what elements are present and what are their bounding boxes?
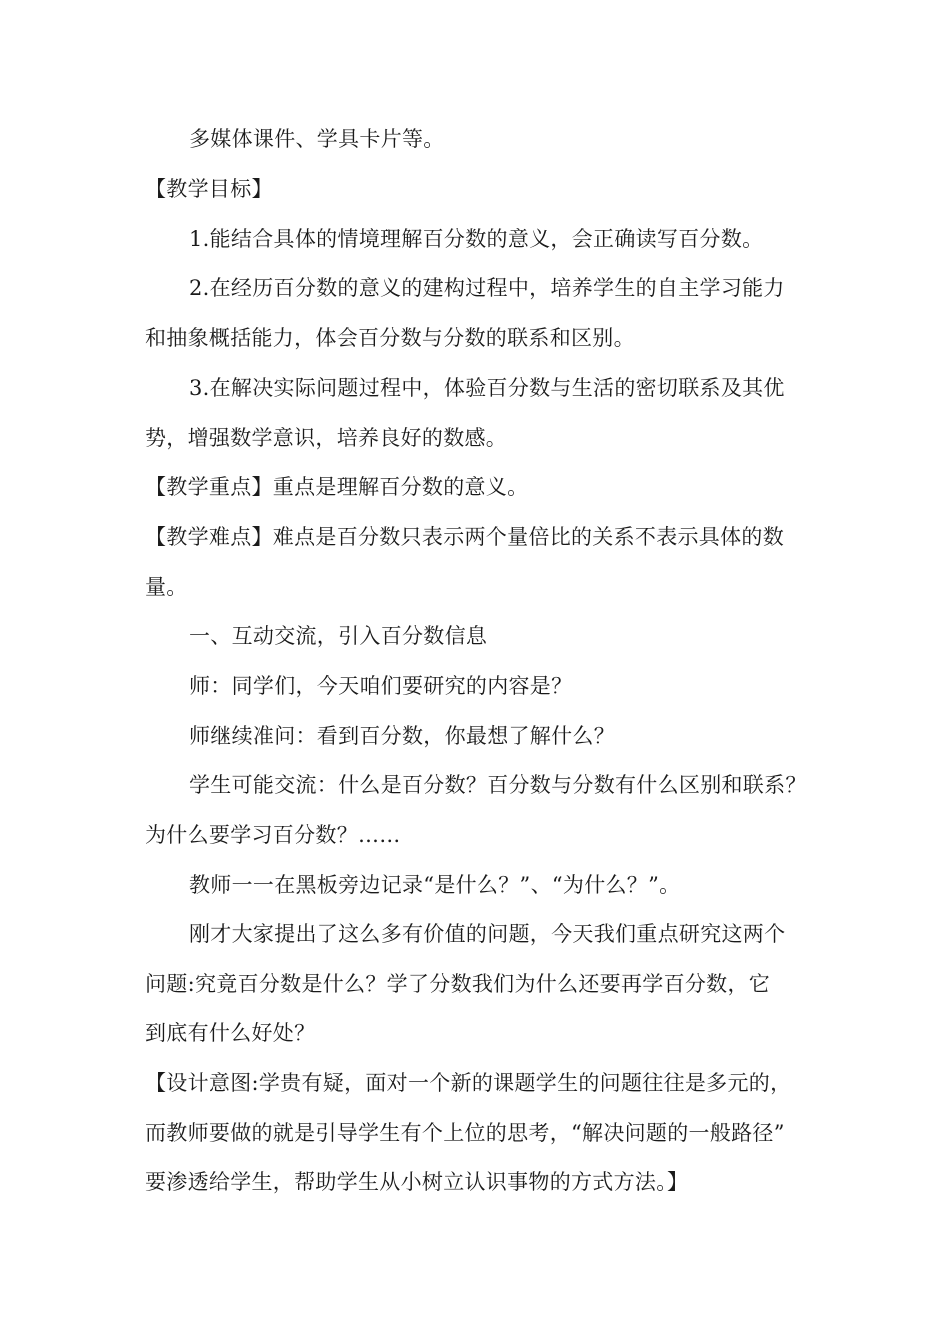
- section-heading-objectives: [145, 165, 815, 215]
- key-questions: [145, 910, 815, 1059]
- objective-1: [145, 215, 815, 265]
- text-line: 【教学重点】重点是理解百分数的意义。: [145, 475, 529, 499]
- design-intent: [145, 1059, 815, 1208]
- text-line: 要渗透给学生，帮助学生从小树立认识事物的方式方法。】: [145, 1170, 689, 1195]
- text-line: 问题:究竟百分数是什么？学了分数我们为什么还要再学百分数，它: [145, 971, 771, 996]
- text-line: 刚才大家提出了这么多有价值的问题，今天我们重点研究这两个: [189, 922, 786, 946]
- teacher-follow-up: [145, 712, 815, 762]
- text-line: 1.能结合具体的情境理解百分数的意义，会正确读写百分数。: [189, 227, 764, 251]
- text-line: 学生可能交流：什么是百分数？百分数与分数有什么区别和联系？: [189, 773, 807, 797]
- text-line: 量。: [145, 574, 188, 599]
- text-line: 师继续准问：看到百分数，你最想了解什么？: [189, 724, 615, 748]
- teacher-question: [145, 662, 815, 712]
- teacher-record: [145, 861, 815, 911]
- text-line: 2.在经历百分数的意义的建构过程中，培养学生的自主学习能力: [189, 276, 785, 300]
- text-line: 为什么要学习百分数？……: [145, 822, 401, 847]
- text-line: 势，增强数学意识，培养良好的数感。: [145, 425, 508, 450]
- text-line: 【教学目标】: [145, 177, 273, 201]
- materials-line: [145, 115, 815, 165]
- objective-2: [145, 264, 815, 363]
- text-line: 【设计意图:学贵有疑，面对一个新的课题学生的问题往往是多元的，: [145, 1071, 792, 1095]
- text-line: 一、互动交流，引入百分数信息: [189, 624, 488, 648]
- text-line: 而教师要做的就是引导学生有个上位的思考，“解决问题的一般路径”: [145, 1120, 785, 1145]
- text-line: 师：同学们，今天咱们要研究的内容是？: [189, 674, 573, 698]
- text-line: 3.在解决实际问题过程中，体验百分数与生活的密切联系及其优: [189, 376, 785, 400]
- key-point: [145, 463, 815, 513]
- section-heading-interaction: [145, 612, 815, 662]
- text-line: 到底有什么好处？: [145, 1021, 316, 1046]
- objective-3: [145, 364, 815, 463]
- text-line: 教师一一在黑板旁边记录“是什么？”、“为什么？”。: [189, 873, 681, 897]
- student-discussion: [145, 761, 815, 860]
- text-line: 【教学难点】难点是百分数只表示两个量倍比的关系不表示具体的数: [145, 525, 784, 549]
- text-line: 多媒体课件、学具卡片等。: [189, 127, 445, 151]
- text-line: 和抽象概括能力，体会百分数与分数的联系和区别。: [145, 325, 635, 350]
- difficult-point: [145, 513, 815, 612]
